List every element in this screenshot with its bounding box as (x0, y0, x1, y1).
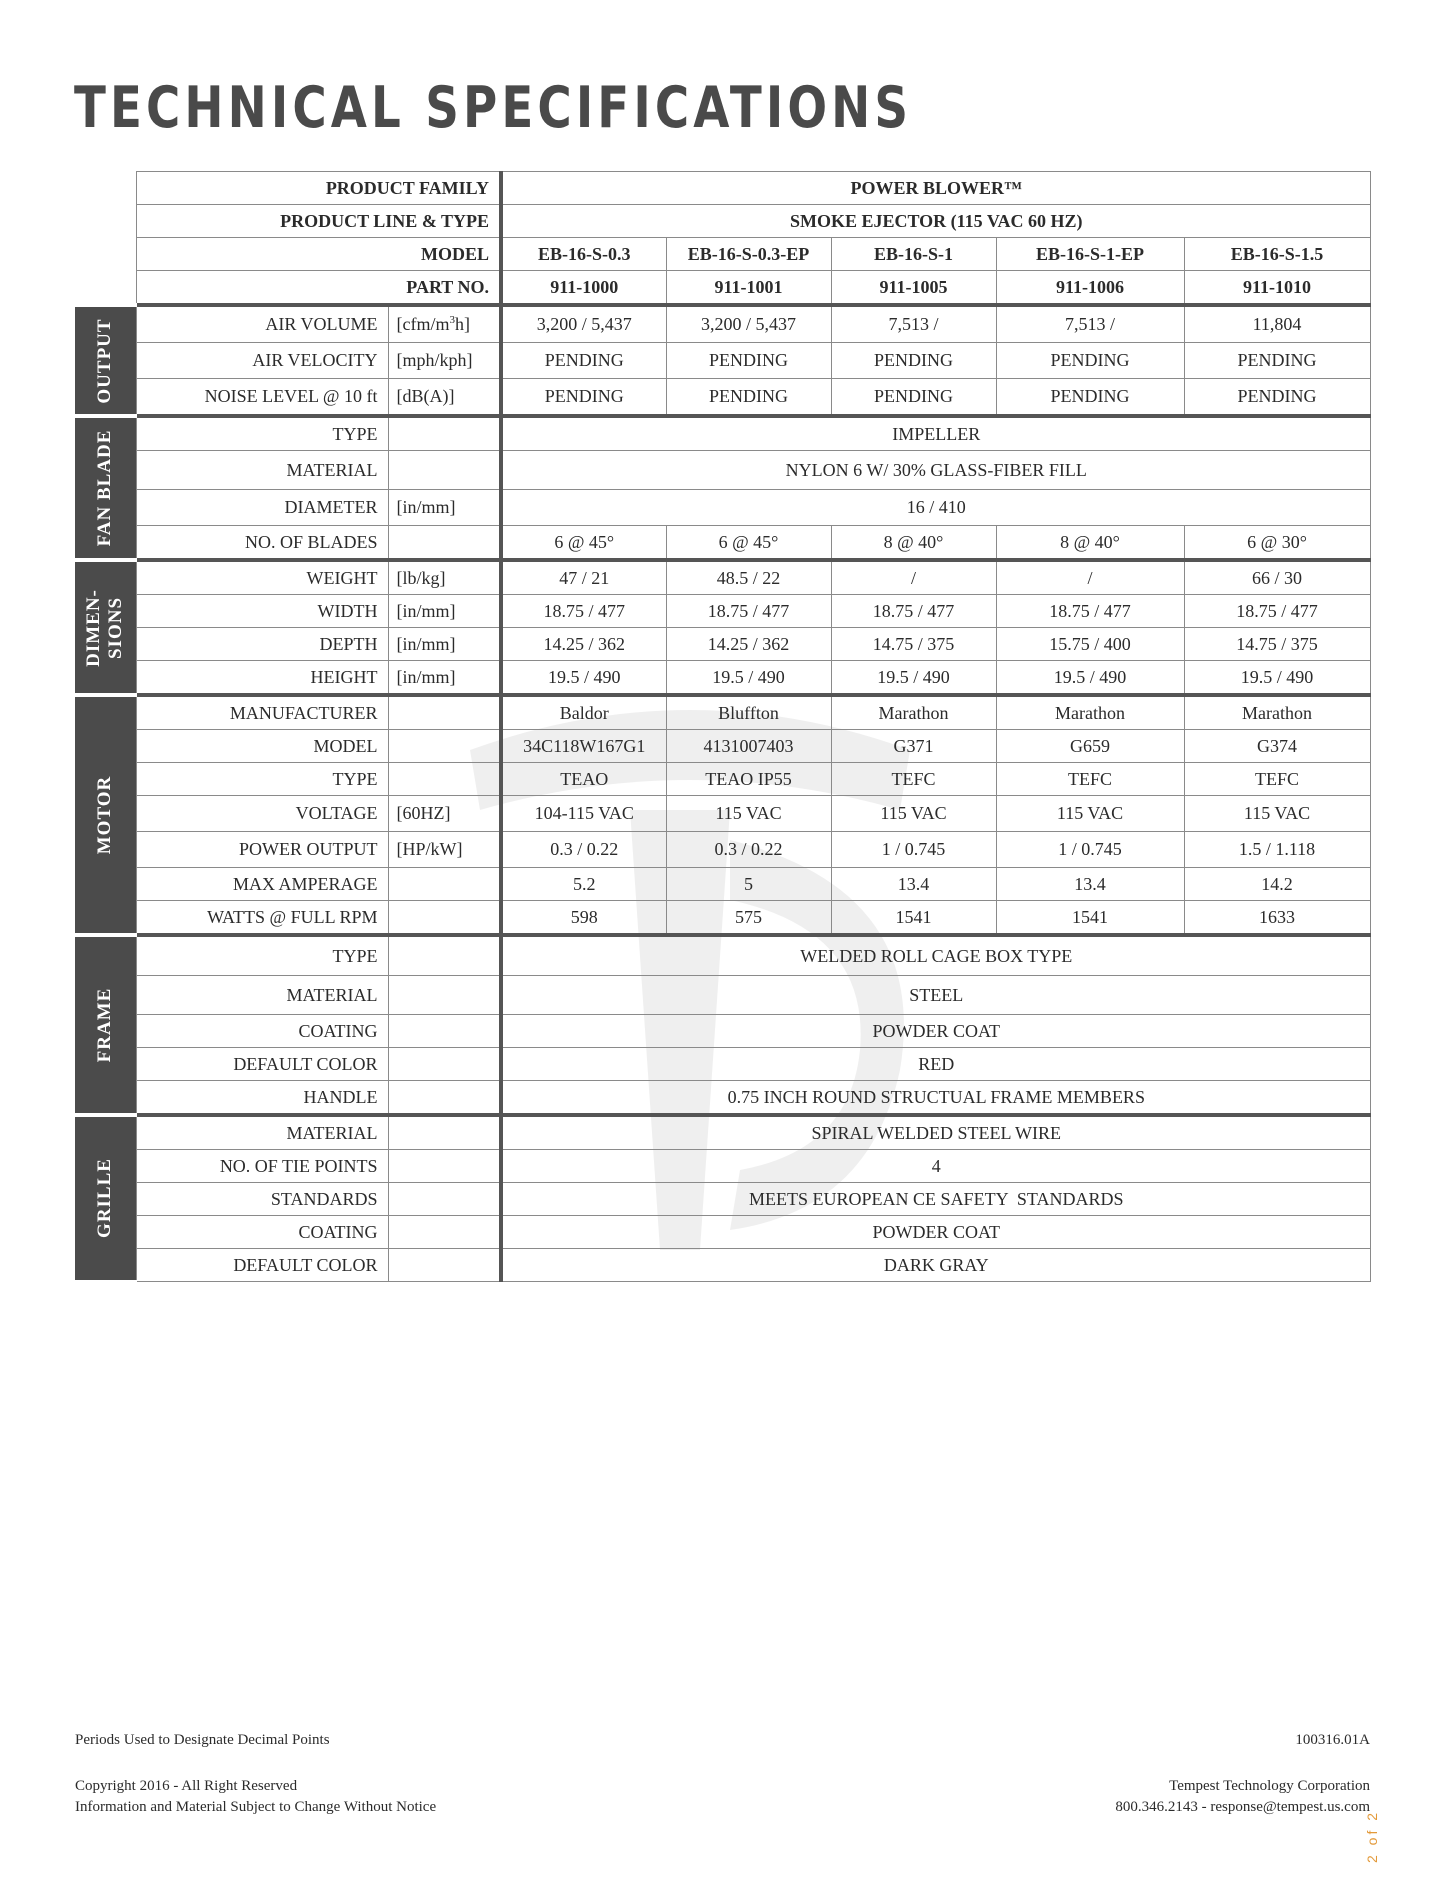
unit-cell (388, 1081, 501, 1116)
row-label: TYPE (136, 416, 388, 451)
unit-cell (388, 763, 501, 796)
row-label: MODEL (136, 730, 388, 763)
model-cell: EB-16-S-1 (831, 238, 996, 271)
row-grille-material (75, 1115, 1370, 1150)
disclaimer-text: Information and Material Subject to Change Without Notice (75, 1799, 437, 1815)
part-no-cell: 911-1010 (1184, 271, 1370, 306)
value-cell: 115 VAC (831, 796, 996, 832)
model-cell: EB-16-S-0.3-EP (666, 238, 831, 271)
value-cell: 19.5 / 490 (1184, 661, 1370, 696)
unit-cell: [mph/kph] (388, 343, 501, 379)
value-cell: PENDING (831, 379, 996, 417)
value-cell: 6 @ 45° (666, 526, 831, 561)
row-voltage (75, 796, 1370, 832)
company-name: Tempest Technology Corporation (1169, 1778, 1370, 1794)
value-cell: PENDING (1184, 379, 1370, 417)
value-cell: POWDER COAT (501, 1015, 1370, 1048)
row-label: TYPE (136, 935, 388, 976)
model-cell: EB-16-S-0.3 (501, 238, 666, 271)
value-cell: 14.75 / 375 (1184, 628, 1370, 661)
value-cell: PENDING (666, 379, 831, 417)
value-cell: 1541 (831, 901, 996, 936)
unit-cell (388, 1015, 501, 1048)
value-cell: / (831, 560, 996, 595)
row-label: COATING (136, 1015, 388, 1048)
value-cell: G371 (831, 730, 996, 763)
value-cell: 18.75 / 477 (831, 595, 996, 628)
row-part-no (75, 271, 1370, 306)
value-cell: 14.25 / 362 (666, 628, 831, 661)
value-cell: 47 / 21 (501, 560, 666, 595)
value-cell: PENDING (1184, 343, 1370, 379)
unit-cell (388, 305, 501, 343)
value-cell: 1 / 0.745 (996, 832, 1184, 868)
section-frame (75, 935, 136, 1115)
product-line-value: SMOKE EJECTOR (115 VAC 60 HZ) (501, 205, 1370, 238)
value-cell: 104-115 VAC (501, 796, 666, 832)
product-family-label: PRODUCT FAMILY (136, 172, 501, 205)
row-label: NO. OF BLADES (136, 526, 388, 561)
value-cell: 14.2 (1184, 868, 1370, 901)
unit-cell (388, 901, 501, 936)
value-cell: DARK GRAY (501, 1249, 1370, 1282)
row-label: TYPE (136, 763, 388, 796)
value-cell: 8 @ 40° (996, 526, 1184, 561)
row-weight (75, 560, 1370, 595)
part-no-cell: 911-1005 (831, 271, 996, 306)
row-depth (75, 628, 1370, 661)
product-line-label: PRODUCT LINE & TYPE (136, 205, 501, 238)
unit-cell (388, 1183, 501, 1216)
unit-text-end: h] (454, 314, 470, 334)
value-cell: 7,513 / (831, 305, 996, 343)
value-cell: TEFC (831, 763, 996, 796)
row-label: MATERIAL (136, 451, 388, 490)
value-cell: 115 VAC (996, 796, 1184, 832)
unit-cell (388, 526, 501, 561)
row-air-velocity (75, 343, 1370, 379)
value-cell: 3,200 / 5,437 (501, 305, 666, 343)
value-cell: 4131007403 (666, 730, 831, 763)
value-cell: 5.2 (501, 868, 666, 901)
unit-cell (388, 1048, 501, 1081)
unit-cell (388, 1150, 501, 1183)
row-model (75, 238, 1370, 271)
unit-cell (388, 1249, 501, 1282)
unit-cell: [lb/kg] (388, 560, 501, 595)
row-max-amperage (75, 868, 1370, 901)
row-label: AIR VOLUME (136, 305, 388, 343)
unit-cell (388, 868, 501, 901)
row-label: MAX AMPERAGE (136, 868, 388, 901)
row-label: MATERIAL (136, 1115, 388, 1150)
unit-cell: [in/mm] (388, 595, 501, 628)
row-air-volume (75, 305, 1370, 343)
row-frame-material (75, 976, 1370, 1015)
row-label: AIR VELOCITY (136, 343, 388, 379)
row-manufacturer (75, 695, 1370, 730)
model-label: MODEL (136, 238, 501, 271)
value-cell: 1.5 / 1.118 (1184, 832, 1370, 868)
value-cell: 5 (666, 868, 831, 901)
unit-cell (388, 1216, 501, 1249)
value-cell: TEAO (501, 763, 666, 796)
unit-cell: [in/mm] (388, 490, 501, 526)
section-motor (75, 695, 136, 935)
row-fan-material (75, 451, 1370, 490)
value-cell: 115 VAC (1184, 796, 1370, 832)
row-grille-coating (75, 1216, 1370, 1249)
value-cell: 18.75 / 477 (666, 595, 831, 628)
value-cell: / (996, 560, 1184, 595)
row-label: DEFAULT COLOR (136, 1048, 388, 1081)
value-cell: PENDING (996, 343, 1184, 379)
value-cell: NYLON 6 W/ 30% GLASS-FIBER FILL (501, 451, 1370, 490)
value-cell: G374 (1184, 730, 1370, 763)
row-label: DEPTH (136, 628, 388, 661)
row-blades (75, 526, 1370, 561)
unit-cell: [60HZ] (388, 796, 501, 832)
value-cell: Marathon (1184, 695, 1370, 730)
copyright-text: Copyright 2016 - All Right Reserved (75, 1778, 298, 1794)
section-frame-label: FRAME (94, 987, 116, 1063)
unit-cell (388, 1115, 501, 1150)
part-no-cell: 911-1000 (501, 271, 666, 306)
spec-table (75, 171, 1371, 1284)
value-cell: 1 / 0.745 (831, 832, 996, 868)
value-cell: 48.5 / 22 (666, 560, 831, 595)
value-cell: 18.75 / 477 (501, 595, 666, 628)
value-cell: 8 @ 40° (831, 526, 996, 561)
row-label: COATING (136, 1216, 388, 1249)
row-label: NOISE LEVEL @ 10 ft (136, 379, 388, 417)
section-grille-label: GRILLE (94, 1158, 116, 1239)
row-motor-model (75, 730, 1370, 763)
value-cell: TEFC (1184, 763, 1370, 796)
value-cell: 3,200 / 5,437 (666, 305, 831, 343)
value-cell: PENDING (666, 343, 831, 379)
value-cell: 6 @ 45° (501, 526, 666, 561)
value-cell: 19.5 / 490 (501, 661, 666, 696)
row-handle (75, 1081, 1370, 1116)
unit-cell: [HP/kW] (388, 832, 501, 868)
row-label: HEIGHT (136, 661, 388, 696)
row-standards (75, 1183, 1370, 1216)
value-cell: 34C118W167G1 (501, 730, 666, 763)
row-label: STANDARDS (136, 1183, 388, 1216)
section-fan-blade (75, 416, 136, 560)
value-cell: PENDING (831, 343, 996, 379)
value-cell: 7,513 / (996, 305, 1184, 343)
value-cell: 19.5 / 490 (831, 661, 996, 696)
value-cell: 66 / 30 (1184, 560, 1370, 595)
row-label: DEFAULT COLOR (136, 1249, 388, 1282)
row-grille-color (75, 1249, 1370, 1282)
footer-company (1115, 1776, 1370, 1818)
row-product-line (75, 205, 1370, 238)
row-power-output (75, 832, 1370, 868)
value-cell: PENDING (501, 379, 666, 417)
value-cell: 1633 (1184, 901, 1370, 936)
row-label: WIDTH (136, 595, 388, 628)
value-cell: MEETS EUROPEAN CE SAFETY STANDARDS (501, 1183, 1370, 1216)
unit-cell (388, 935, 501, 976)
value-cell: 11,804 (1184, 305, 1370, 343)
row-noise-level (75, 379, 1370, 417)
row-label: POWER OUTPUT (136, 832, 388, 868)
unit-cell: [in/mm] (388, 628, 501, 661)
unit-cell (388, 416, 501, 451)
value-cell: TEFC (996, 763, 1184, 796)
footer-copyright (75, 1776, 436, 1818)
value-cell: Marathon (831, 695, 996, 730)
row-tie-points (75, 1150, 1370, 1183)
value-cell: G659 (996, 730, 1184, 763)
value-cell: 13.4 (996, 868, 1184, 901)
value-cell: Marathon (996, 695, 1184, 730)
value-cell: PENDING (996, 379, 1184, 417)
unit-text: [cfm/m (396, 314, 450, 334)
value-cell: 14.25 / 362 (501, 628, 666, 661)
value-cell: POWDER COAT (501, 1216, 1370, 1249)
unit-cell: [in/mm] (388, 661, 501, 696)
footer-doc-code: 100316.01A (1295, 1732, 1370, 1748)
page-title: TECHNICAL SPECIFICATIONS (74, 75, 913, 141)
model-cell: EB-16-S-1-EP (996, 238, 1184, 271)
section-fan-blade-label: FAN BLADE (94, 429, 116, 547)
row-label: HANDLE (136, 1081, 388, 1116)
unit-cell (388, 695, 501, 730)
value-cell: STEEL (501, 976, 1370, 1015)
section-output (75, 305, 136, 416)
value-cell: 575 (666, 901, 831, 936)
row-fan-type (75, 416, 1370, 451)
value-cell: 4 (501, 1150, 1370, 1183)
row-frame-coating (75, 1015, 1370, 1048)
value-cell: 13.4 (831, 868, 996, 901)
unit-cell (388, 976, 501, 1015)
part-no-cell: 911-1006 (996, 271, 1184, 306)
value-cell: WELDED ROLL CAGE BOX TYPE (501, 935, 1370, 976)
company-contact: 800.346.2143 - response@tempest.us.com (1115, 1799, 1370, 1815)
row-label: NO. OF TIE POINTS (136, 1150, 388, 1183)
row-width (75, 595, 1370, 628)
value-cell: 0.3 / 0.22 (666, 832, 831, 868)
value-cell: 6 @ 30° (1184, 526, 1370, 561)
value-cell: 0.3 / 0.22 (501, 832, 666, 868)
value-cell: TEAO IP55 (666, 763, 831, 796)
value-cell: 14.75 / 375 (831, 628, 996, 661)
row-label: VOLTAGE (136, 796, 388, 832)
unit-cell: [dB(A)] (388, 379, 501, 417)
value-cell: SPIRAL WELDED STEEL WIRE (501, 1115, 1370, 1150)
value-cell: IMPELLER (501, 416, 1370, 451)
section-output-label: OUTPUT (94, 317, 116, 404)
value-cell: 18.75 / 477 (996, 595, 1184, 628)
value-cell: 15.75 / 400 (996, 628, 1184, 661)
value-cell: 1541 (996, 901, 1184, 936)
row-label: DIAMETER (136, 490, 388, 526)
row-diameter (75, 490, 1370, 526)
row-frame-color (75, 1048, 1370, 1081)
row-height (75, 661, 1370, 696)
row-label: MANUFACTURER (136, 695, 388, 730)
row-label: MATERIAL (136, 976, 388, 1015)
value-cell: 18.75 / 477 (1184, 595, 1370, 628)
value-cell: 19.5 / 490 (996, 661, 1184, 696)
section-dimensions-label: DIMEN- SIONS (83, 588, 127, 667)
value-cell: 16 / 410 (501, 490, 1370, 526)
unit-cell (388, 730, 501, 763)
section-motor-label: MOTOR (94, 775, 116, 855)
unit-cell (388, 451, 501, 490)
footer-note: Periods Used to Designate Decimal Points (75, 1732, 330, 1748)
row-label: WATTS @ FULL RPM (136, 901, 388, 936)
value-cell: 0.75 INCH ROUND STRUCTUAL FRAME MEMBERS (501, 1081, 1370, 1116)
value-cell: 19.5 / 490 (666, 661, 831, 696)
section-grille (75, 1115, 136, 1282)
row-product-family (75, 172, 1370, 205)
value-cell: RED (501, 1048, 1370, 1081)
value-cell: PENDING (501, 343, 666, 379)
row-label: WEIGHT (136, 560, 388, 595)
product-family-value: POWER BLOWER™ (501, 172, 1370, 205)
value-cell: 115 VAC (666, 796, 831, 832)
row-watts (75, 901, 1370, 936)
model-cell: EB-16-S-1.5 (1184, 238, 1370, 271)
row-frame-type (75, 935, 1370, 976)
part-no-cell: 911-1001 (666, 271, 831, 306)
part-no-label: PART NO. (136, 271, 501, 306)
value-cell: 598 (501, 901, 666, 936)
page-number: 2 of 2 (1364, 1809, 1380, 1863)
value-cell: Bluffton (666, 695, 831, 730)
row-motor-type (75, 763, 1370, 796)
unit-superscript: 3 (449, 314, 455, 326)
value-cell: Baldor (501, 695, 666, 730)
section-dimensions (75, 560, 136, 695)
